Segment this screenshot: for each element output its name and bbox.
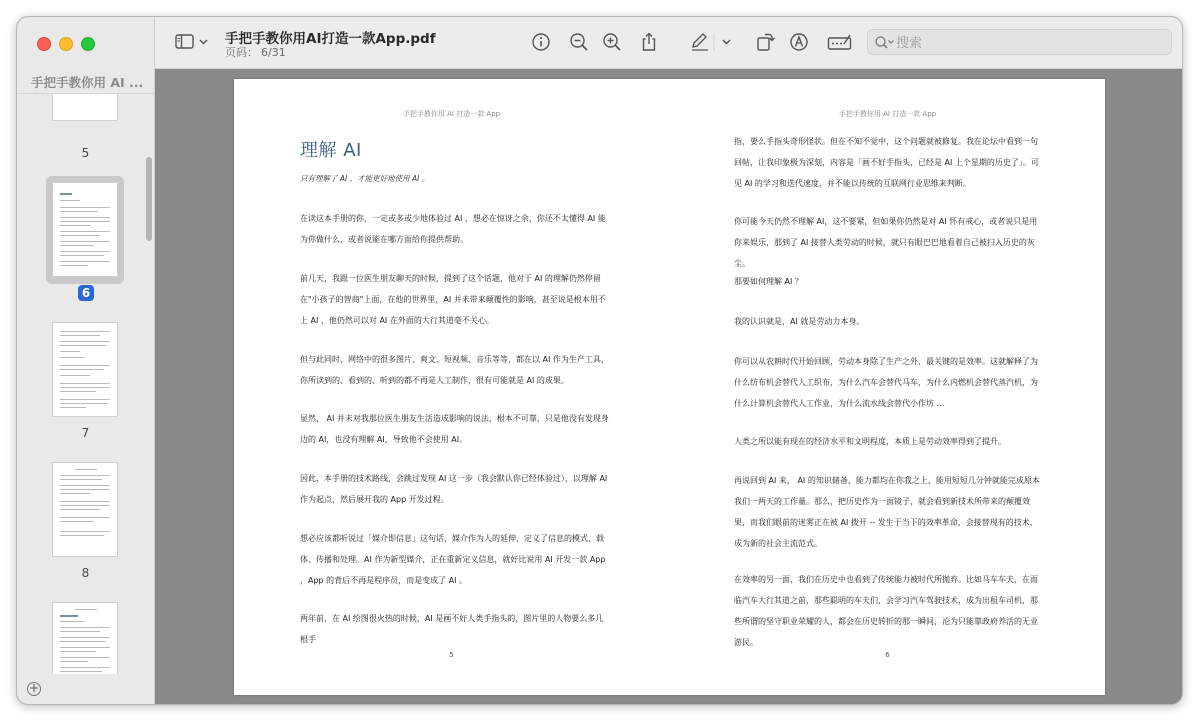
rotate-button[interactable] xyxy=(754,31,776,53)
minimize-button[interactable] xyxy=(59,37,73,51)
share-button[interactable] xyxy=(638,31,660,53)
page-5 xyxy=(234,79,669,695)
sidebar-toggle-button[interactable] xyxy=(175,31,211,53)
thumbnail-page-9[interactable] xyxy=(52,602,118,674)
sign-button[interactable] xyxy=(827,31,853,53)
search-icon xyxy=(874,35,896,51)
chapter-subtitle: 只有理解了 AI ，才能更好地使用 AI 。 xyxy=(300,174,430,183)
paragraph: 指，要么手指头奇形怪状。但在不知不觉中，这个问题就被修复。我在论坛中看到一句回帖，让我印象极为深刻，内容是「画不好手指头，已经是 AI 上个星期的历史了」。可见 AI 的学习和迭代速度，并不能以传统的互联网行业思维来判断。 xyxy=(734,137,1039,188)
paragraph: 前几天，我跟一位医生朋友聊天的时候，提到了这个话题，他对于 AI 的理解仍然停留在"小孩子的智商"上面，在他的世界里，AI 并未带来颠覆性的影响，甚至说是根本用不上 AI ，他仍然可以对 AI 在外面的大行其道毫不关心。 xyxy=(300,274,606,325)
pen-icon xyxy=(689,31,739,53)
paragraph: 因此，本手册的技术路线，会跳过发现 AI 这一步（我会默认你已经体验过），以理解 AI 作为起点，然后展开我的 App 开发过程。 xyxy=(300,474,608,504)
zoom-in-icon xyxy=(601,31,623,53)
sidebar-title: 手把手教你用 AI ... xyxy=(31,75,144,90)
paragraph: 再说回到 AI 来， AI 的知识储备，能力都均在你我之上，能用短短几分钟就能完成原本我们一两天的工作量。那么，把历史作为一面镜子，就会看到新技术所带来的颠覆效果，而我们眼前的迷雾正在被 AI 拨开 -- 发生于当下的效率革命，会接替现有的技术，成为新的社会主流范式。 xyxy=(734,476,1040,548)
thumbnail-label-selected: 6 xyxy=(78,285,94,301)
paragraph: 我的认识就是，AI 就是劳动力本身。 xyxy=(734,317,865,326)
page-number: 5 xyxy=(449,651,454,659)
page-value: 6/31 xyxy=(261,46,286,59)
zoom-out-button[interactable] xyxy=(568,31,590,53)
plus-icon: + xyxy=(28,681,40,695)
paragraph: 显然， AI 并未对我那位医生朋友生活造成影响的说法，根本不可靠，只是他没有发现身边的 AI，也没有理解 AI，导致他不会使用 AI。 xyxy=(300,414,609,444)
running-head: 手把手教你用 AI 打造一款 App xyxy=(838,110,937,118)
zoom-out-icon xyxy=(568,31,590,53)
preview-window xyxy=(16,16,1183,705)
zoom-in-button[interactable] xyxy=(601,31,623,53)
page-number: 6 xyxy=(885,651,890,659)
rotate-icon xyxy=(754,31,776,53)
paragraph: 那要如何理解 AI ？ xyxy=(734,277,803,286)
chapter-heading: 理解 AI xyxy=(300,140,362,161)
paragraph: 你可以从农耕时代开始回顾，劳动本身除了生产之外，最关键的是效率。这就解释了为什么纺布机会替代人工织布，为什么汽车会替代马车，为什么内燃机会替代蒸汽机，为什么计算机会替代人工作业，为什么流水线会替代小作坊 … xyxy=(734,357,1038,408)
window-controls xyxy=(37,37,95,51)
annotate-button[interactable] xyxy=(788,31,810,53)
share-icon xyxy=(638,31,660,53)
info-icon xyxy=(530,31,552,53)
thumbnail-list xyxy=(17,94,154,674)
signature-icon xyxy=(827,31,853,53)
thumbnail-label: 7 xyxy=(81,426,90,440)
thumbnail-sidebar xyxy=(17,17,155,704)
page-spread xyxy=(234,79,1105,695)
info-button[interactable] xyxy=(530,31,552,53)
sidebar-icon xyxy=(175,31,211,53)
markup-icon xyxy=(788,31,810,53)
paragraph: 人类之所以能有现在的经济水平和文明程度，本质上是劳动效率得到了提升。 xyxy=(734,437,1006,446)
page-label: 页码： xyxy=(225,46,258,59)
thumbnail-page-6[interactable] xyxy=(52,182,118,277)
thumbnail-page-8[interactable] xyxy=(52,462,118,557)
add-page-button[interactable] xyxy=(27,682,41,696)
sidebar-scrollbar[interactable] xyxy=(146,157,152,241)
page-6 xyxy=(670,79,1105,695)
zoom-button[interactable] xyxy=(81,37,95,51)
paragraph: 在效率的另一面，我们在历史中也看到了传统能力被时代所抛弃。比如马车车夫，在面临汽车大行其道之前，那些聪明的车夫们，会学习汽车驾驶技术，成为出租车司机，那些所谓的坚守职业荣耀的人，都会在历史转折的那一瞬间，沦为只能靠政府养活的无业游民。 xyxy=(734,575,1038,647)
thumbnail-page-5[interactable] xyxy=(52,94,118,121)
paragraph: 但与此同时，网络中的很多图片、爽文、短视频、音乐等等，都在以 AI 作为生产工具，你所读到的、看到的、听到的都不再是人工制作，很有可能就是 AI 的成果。 xyxy=(300,355,609,385)
thumbnail-label: 8 xyxy=(81,566,90,580)
paragraph: 在读这本手册的你，一定或多或少地体验过 AI ，想必在惊讶之余，你还不太懂得 AI 能为你做什么，或者说能在哪方面给你提供帮助。 xyxy=(300,214,606,244)
document-canvas[interactable] xyxy=(155,69,1183,705)
toolbar xyxy=(155,17,1183,69)
thumbnail-label: 5 xyxy=(81,146,90,160)
search-field[interactable] xyxy=(867,29,1172,55)
running-head: 手把手教你用 AI 打造一款 App xyxy=(402,110,501,118)
search-input[interactable] xyxy=(894,33,1168,53)
document-title: 手把手教你用AI打造一款App.pdf xyxy=(225,31,436,47)
paragraph: 你可能今天仍然不理解 AI，这不要紧，但如果你仍然是对 AI 怀有戒心，或者说只是用你来娱乐，那到了 AI 接替人类劳动的时候，就只有眼巴巴地看着自己被扫入历史的灰尘。 xyxy=(734,217,1038,268)
paragraph: 两年前，在 AI 绘图很火热的时候，AI 是画不好人类手指头的，图片里的人物要么多几根手 xyxy=(300,614,604,644)
thumbnail-page-7[interactable] xyxy=(52,322,118,417)
close-button[interactable] xyxy=(37,37,51,51)
paragraph: 想必应该都听说过「媒介即信息」这句话，媒介作为人的延伸，定义了信息的模式、载体、传播和处理。AI 作为新型媒介，正在重新定义信息，就好比说用 AI 开发一款 App ，App 的背后不再是程序员，而是变成了 AI 。 xyxy=(300,534,606,585)
page-indicator xyxy=(225,44,289,60)
markup-button[interactable] xyxy=(689,31,739,53)
